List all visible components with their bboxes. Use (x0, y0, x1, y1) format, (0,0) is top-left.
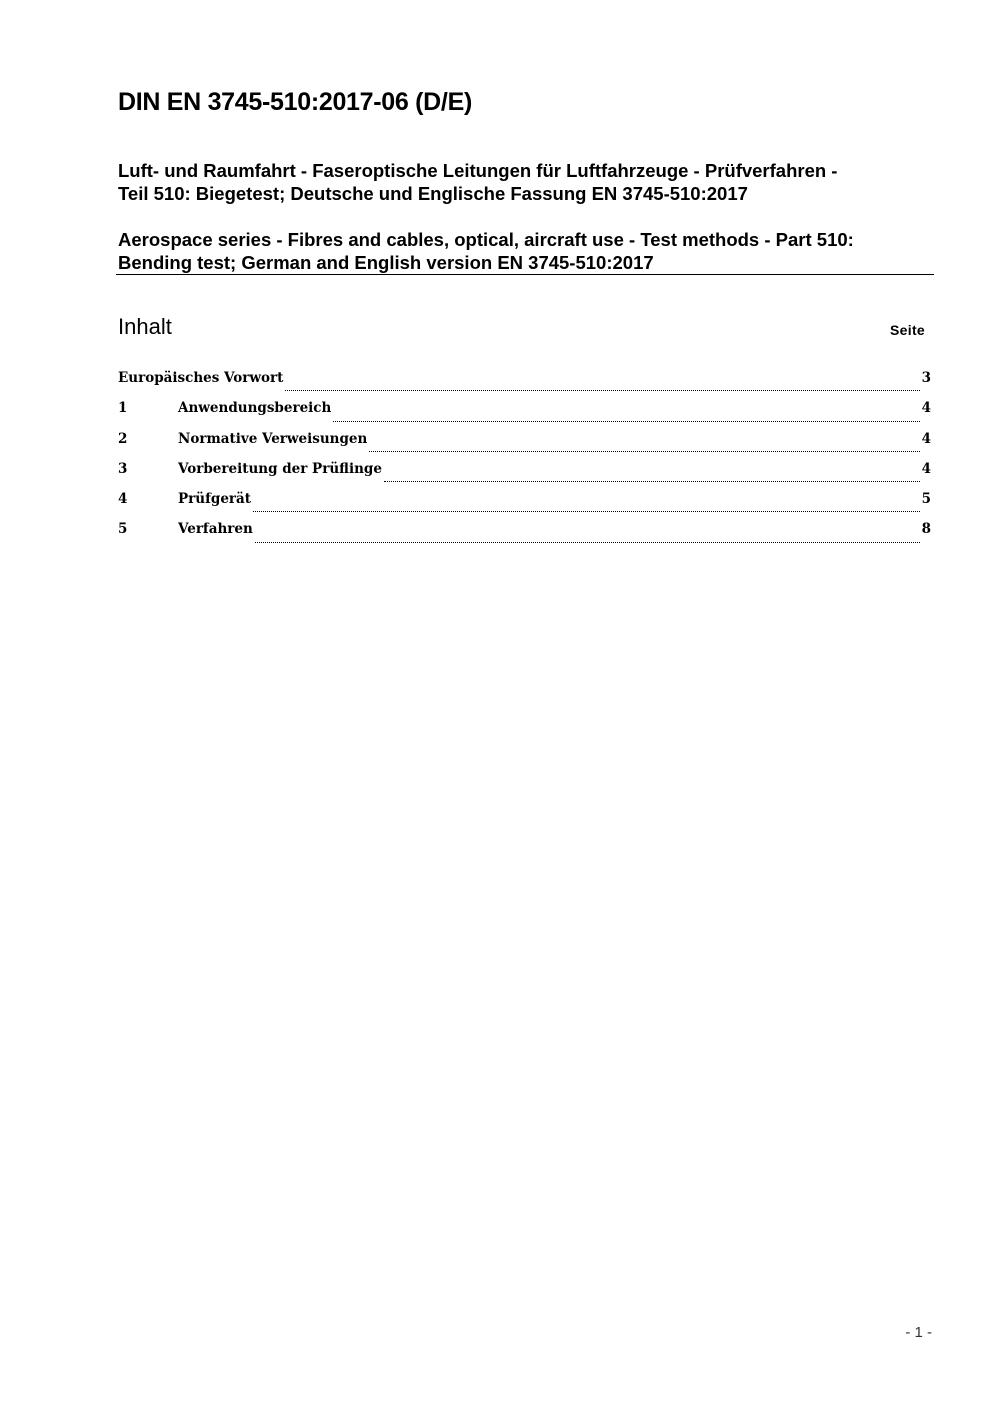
toc-entry-scope[interactable] (118, 400, 931, 430)
toc-heading: Inhalt (118, 314, 172, 339)
header-divider (116, 274, 934, 275)
toc-entry-page: 5 (921, 491, 931, 508)
title-german (118, 159, 933, 205)
toc-leader-dots (333, 420, 919, 422)
table-of-contents (118, 370, 931, 552)
title-german-line-2: Teil 510: Biegetest; Deutsche und Englische Fassung EN 3745-510:2017 (118, 183, 748, 204)
toc-entry-apparatus[interactable] (118, 491, 931, 521)
toc-leader-dots (285, 389, 919, 391)
toc-entry-page: 4 (921, 460, 931, 477)
title-english-line-2: Bending test; German and English version EN 3745-510:2017 (118, 252, 654, 273)
toc-entry-foreword[interactable] (118, 370, 931, 400)
toc-entry-number: 4 (118, 491, 128, 508)
toc-leader-dots (255, 541, 920, 543)
toc-entry-page: 4 (921, 400, 931, 417)
toc-entry-title: Vorbereitung der Prüflinge (178, 460, 382, 477)
toc-entry-number: 5 (118, 521, 128, 538)
toc-entry-title: Europäisches Vorwort (118, 370, 284, 386)
toc-entry-page: 8 (921, 521, 931, 538)
toc-page-label: Seite (890, 322, 925, 338)
toc-entry-normative-references[interactable] (118, 431, 931, 461)
toc-leader-dots (384, 480, 920, 482)
toc-leader-dots (369, 450, 919, 452)
toc-entry-number: 1 (118, 400, 128, 417)
toc-entry-number: 2 (118, 430, 128, 447)
toc-entry-specimen-preparation[interactable] (118, 461, 931, 491)
toc-entry-page: 4 (921, 430, 931, 447)
document-id: DIN EN 3745-510:2017-06 (D/E) (118, 88, 472, 116)
toc-entry-title: Verfahren (178, 521, 253, 538)
toc-entry-title: Anwendungsbereich (178, 400, 332, 417)
toc-entry-number: 3 (118, 460, 128, 477)
toc-entry-page: 3 (921, 370, 931, 386)
toc-leader-dots (253, 510, 920, 512)
toc-entry-procedure[interactable] (118, 521, 931, 551)
page-number: - 1 - (905, 1324, 932, 1341)
toc-entry-title: Normative Verweisungen (178, 430, 368, 447)
toc-entry-title: Prüfgerät (178, 491, 252, 508)
title-english (118, 228, 933, 274)
title-german-line-1: Luft- und Raumfahrt - Faseroptische Leitungen für Luftfahrzeuge - Prüfverfahren - (118, 160, 838, 181)
title-english-line-1: Aerospace series - Fibres and cables, optical, aircraft use - Test methods - Part 510: (118, 229, 854, 250)
